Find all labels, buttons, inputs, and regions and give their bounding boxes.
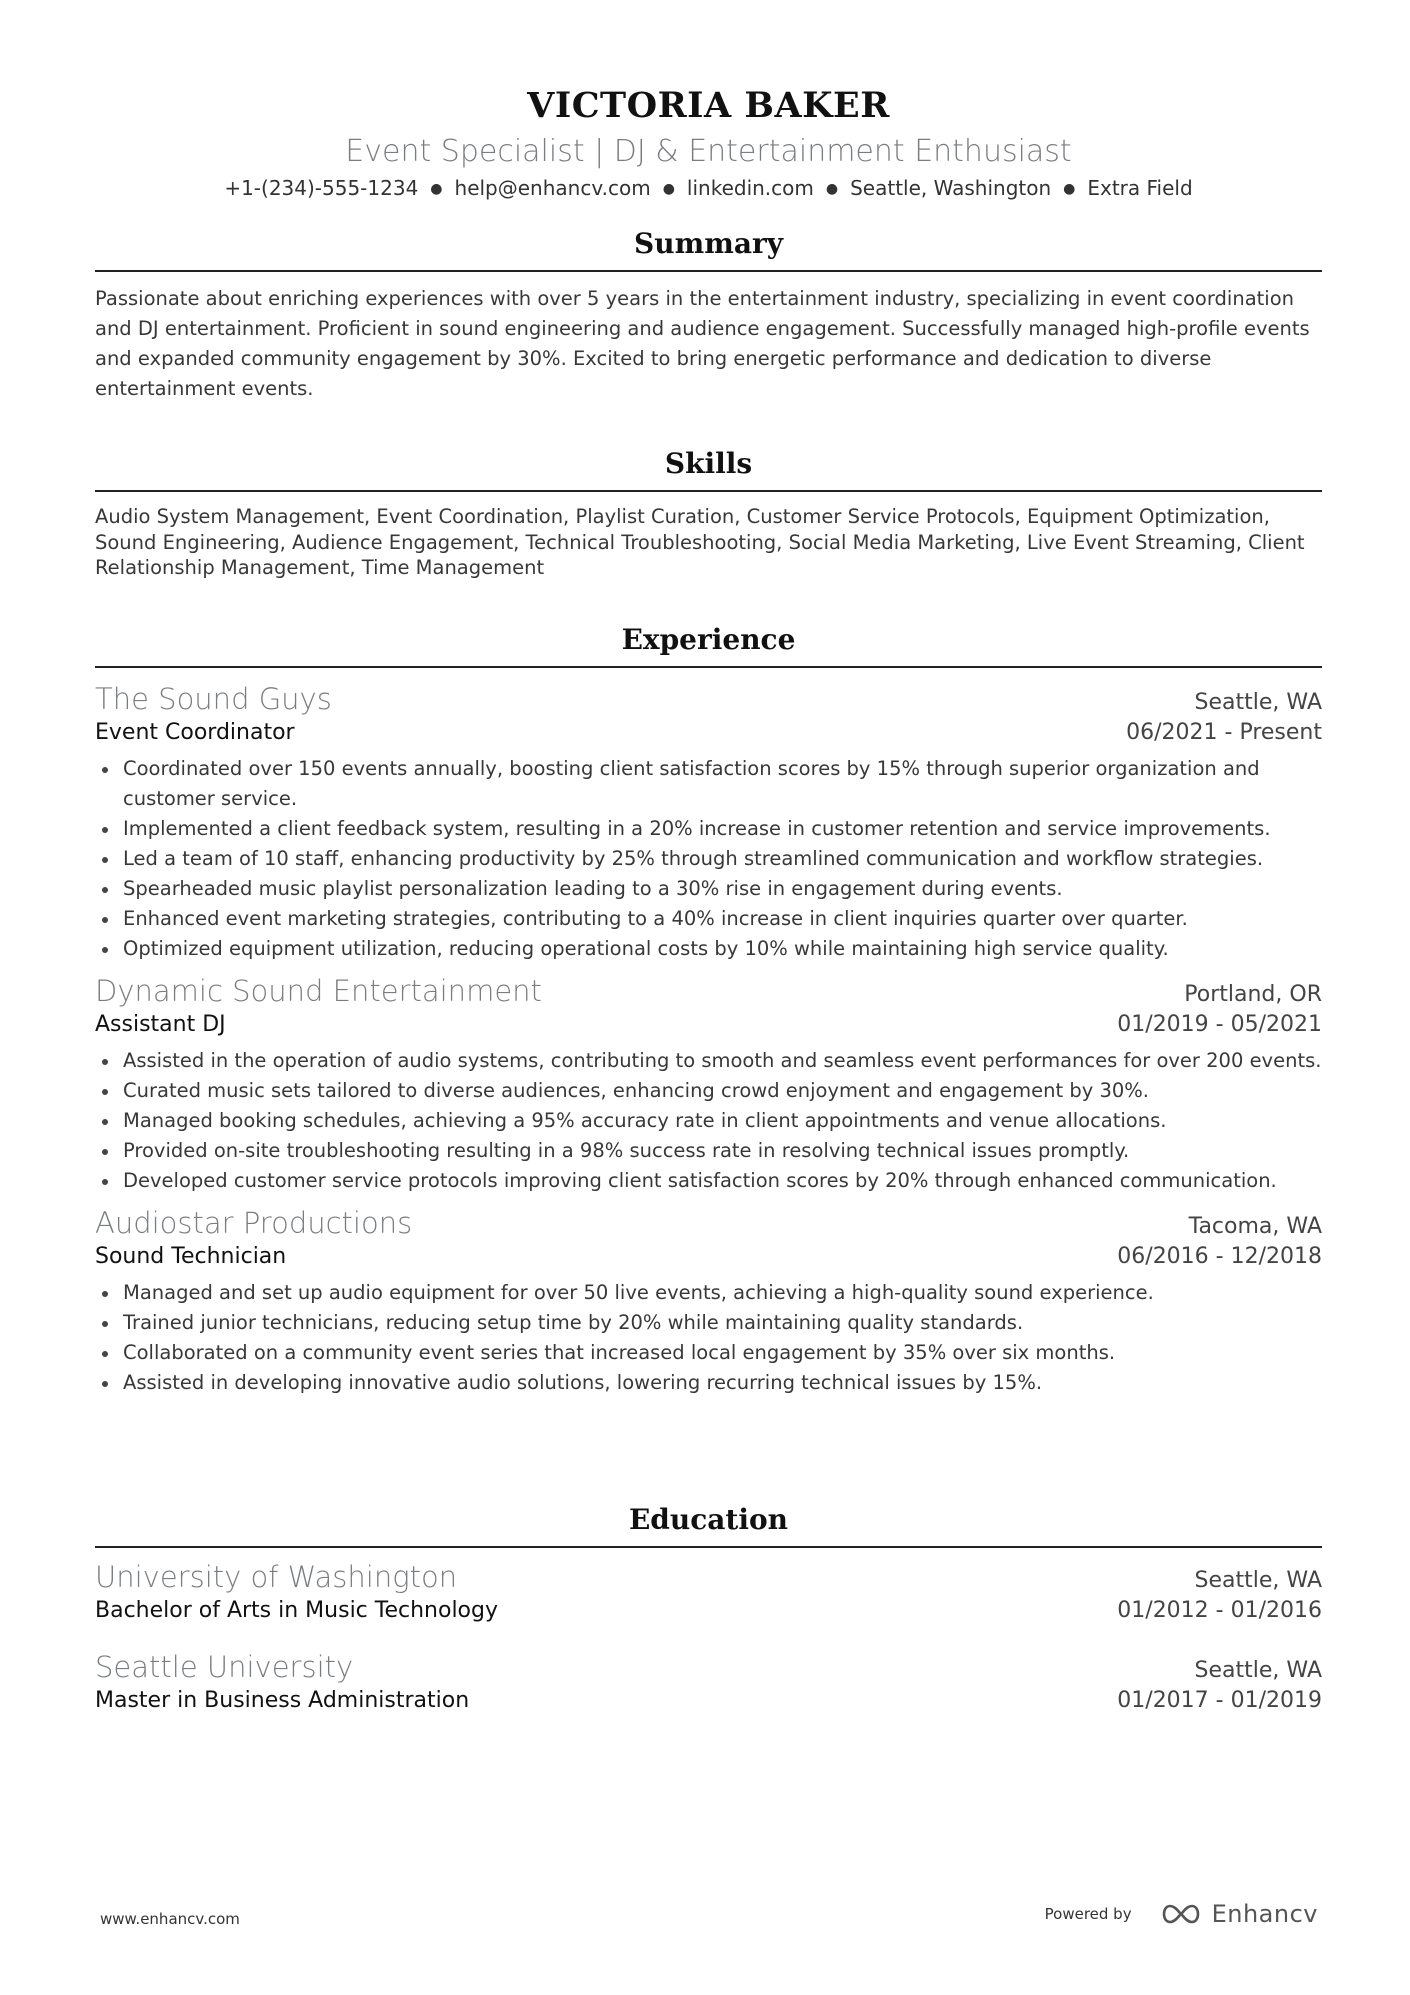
job-entry — [95, 680, 1322, 964]
list-item: Optimized equipment utilization, reducing operational costs by 10% while maintaining high service quality. — [95, 934, 1322, 964]
brand-name: Enhancv — [1211, 1900, 1318, 1928]
school-name: Seattle University — [95, 1650, 354, 1684]
resume-header — [95, 0, 1322, 203]
footer-branding — [1045, 1900, 1318, 1928]
education-entry — [95, 1648, 1322, 1716]
job-bullets — [95, 1278, 1322, 1398]
list-item: Managed and set up audio equipment for over 50 live events, achieving a high-quality sound experience. — [95, 1278, 1322, 1308]
education-dates: 01/2012 - 01/2016 — [1117, 1598, 1322, 1623]
job-location: Seattle, WA — [1194, 690, 1322, 715]
list-item: Managed booking schedules, achieving a 95% accuracy rate in client appointments and venue allocations. — [95, 1106, 1322, 1136]
skills-text: Audio System Management, Event Coordination, Playlist Curation, Customer Service Protocols, Equipment Optimization, Sound Engineering, Audience Engagement, Technical Troubleshooting, Social Media Marketing, Live Event Streaming, Client Relationship Management, Time Management — [95, 505, 1305, 579]
skills-section — [95, 446, 1322, 581]
contact-phone: +1-(234)-555-1234 — [224, 176, 419, 200]
list-item: Spearheaded music playlist personalization leading to a 30% rise in engagement during events. — [95, 874, 1322, 904]
list-item: Provided on-site troubleshooting resulting in a 98% success rate in resolving technical issues promptly. — [95, 1136, 1322, 1166]
job-entry — [95, 1204, 1322, 1398]
contact-line — [95, 174, 1322, 203]
list-item: Curated music sets tailored to diverse audiences, enhancing crowd enjoyment and engagement by 30%. — [95, 1076, 1322, 1106]
school-location: Seattle, WA — [1194, 1568, 1322, 1593]
degree: Bachelor of Arts in Music Technology — [95, 1598, 499, 1623]
contact-linkedin: linkedin.com — [686, 176, 814, 200]
job-company: Audiostar Productions — [95, 1206, 413, 1240]
list-item: Led a team of 10 staff, enhancing productivity by 25% through streamlined communication and workflow strategies. — [95, 844, 1322, 874]
job-entry — [95, 972, 1322, 1196]
job-bullets — [95, 754, 1322, 964]
school-location: Seattle, WA — [1194, 1658, 1322, 1683]
separator-dot-icon: ● — [430, 181, 443, 197]
powered-by-label: Powered by — [1044, 1905, 1132, 1923]
job-company: The Sound Guys — [95, 682, 332, 716]
brand-logo[interactable] — [1158, 1900, 1318, 1928]
job-location: Portland, OR — [1184, 982, 1322, 1007]
education-entry — [95, 1558, 1322, 1626]
infinity-logo-icon — [1158, 1902, 1204, 1926]
job-bullets — [95, 1046, 1322, 1196]
job-company: Dynamic Sound Entertainment — [95, 974, 542, 1008]
list-item: Coordinated over 150 events annually, boosting client satisfaction scores by 15% through superior organization and customer service. — [95, 754, 1322, 814]
job-role: Assistant DJ — [95, 1012, 226, 1037]
education-section — [95, 1502, 1322, 1716]
experience-section — [95, 622, 1322, 1398]
list-item: Assisted in the operation of audio systems, contributing to smooth and seamless event performances for over 200 events. — [95, 1046, 1322, 1076]
experience-title: Experience — [95, 622, 1322, 668]
summary-text: Passionate about enriching experiences with over 5 years in the entertainment industry, specializing in event coordination and DJ entertainment. Proficient in sound engineering and audience engagement. Successfully managed high-profile events and expanded community engagement by 30%. Excited to bring energetic performance and dedication to diverse entertainment events. — [95, 287, 1310, 400]
education-dates: 01/2017 - 01/2019 — [1117, 1688, 1322, 1713]
list-item: Collaborated on a community event series that increased local engagement by 35% over six months. — [95, 1338, 1322, 1368]
candidate-headline: Event Specialist | DJ & Entertainment Enthusiast — [345, 134, 1072, 169]
job-role: Sound Technician — [95, 1244, 287, 1269]
degree: Master in Business Administration — [95, 1688, 470, 1713]
summary-title: Summary — [95, 226, 1322, 272]
list-item: Enhanced event marketing strategies, contributing to a 40% increase in client inquiries quarter over quarter. — [95, 904, 1322, 934]
list-item: Assisted in developing innovative audio solutions, lowering recurring technical issues by 15%. — [95, 1368, 1322, 1398]
separator-dot-icon: ● — [1063, 181, 1076, 197]
list-item: Implemented a client feedback system, resulting in a 20% increase in customer retention and service improvements. — [95, 814, 1322, 844]
contact-extra: Extra Field — [1087, 176, 1193, 200]
footer-website-link[interactable]: www.enhancv.com — [100, 1910, 240, 1928]
separator-dot-icon: ● — [825, 181, 839, 197]
job-dates: 06/2021 - Present — [1126, 720, 1322, 745]
school-name: University of Washington — [95, 1560, 458, 1594]
job-role: Event Coordinator — [95, 720, 295, 745]
resume-page — [95, 0, 1322, 1713]
contact-location: Seattle, Washington — [850, 176, 1052, 200]
job-dates: 01/2019 - 05/2021 — [1117, 1012, 1322, 1037]
candidate-name: VICTORIA BAKER — [527, 85, 890, 126]
summary-section — [95, 226, 1322, 404]
separator-dot-icon: ● — [662, 181, 675, 197]
contact-email: help@enhancv.com — [454, 176, 651, 200]
list-item: Trained junior technicians, reducing setup time by 20% while maintaining quality standards. — [95, 1308, 1322, 1338]
list-item: Developed customer service protocols improving client satisfaction scores by 20% through enhanced communication. — [95, 1166, 1322, 1196]
education-title: Education — [95, 1502, 1322, 1548]
job-location: Tacoma, WA — [1188, 1214, 1322, 1239]
skills-title: Skills — [95, 446, 1322, 492]
job-dates: 06/2016 - 12/2018 — [1117, 1244, 1322, 1269]
